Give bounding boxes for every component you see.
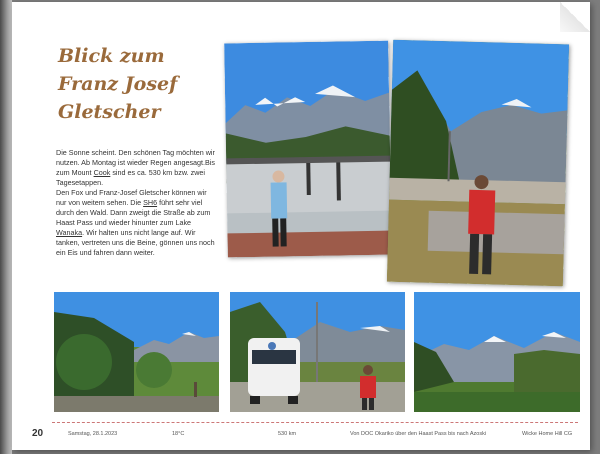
paragraph-1 — [56, 148, 216, 188]
title-line-3: Gletscher — [58, 101, 161, 123]
page-title — [58, 42, 228, 126]
footer-date: Samstag, 28.1.2023 — [68, 431, 118, 437]
text-p2-start: Den Fox und Franz-Josef Gletscher können wir nur von weitem sehen. Die — [56, 188, 207, 207]
page-footer — [32, 428, 580, 442]
title-line-1: Blick zum — [58, 45, 165, 67]
footer-route: Von DOC Okariko über den Haast Pass bis nach Azoski — [350, 431, 487, 437]
link-sh6[interactable]: SH6 — [143, 198, 158, 207]
page-curl — [560, 2, 590, 32]
link-wanaka[interactable]: Wanaka — [56, 228, 83, 237]
photo-road-person-red — [387, 40, 569, 287]
photo-white-van — [230, 292, 405, 412]
book-spine — [0, 0, 12, 454]
text-p1-start: Die Sonne scheint. Den schönen Tag möchten wir nutzen. Ab Montag ist wieder Regen angesagt.Bis zum Mount — [56, 148, 216, 177]
photo-forest-mountains — [54, 292, 219, 412]
travel-text — [56, 148, 216, 258]
text-p2-mid: führt sehr viel durch den Wald. Dann zweigt die Straße ab zum Haast Pass und wieder hinunter zum Lake — [56, 198, 211, 227]
text-p2-end: . Wir halten uns nicht lange auf. Wir tanken, vertreten uns die Beine, gönnen uns noch ein Eis und fahren dann weiter. — [56, 228, 215, 257]
title-line-2: Franz Josef — [58, 73, 178, 95]
photo-snowy-valley — [414, 292, 580, 412]
text-p1-end: sind es ca. 530 km bzw. zwei Tagesetappen. — [56, 168, 206, 187]
link-cook[interactable]: Cook — [93, 168, 111, 177]
paragraph-2 — [56, 188, 216, 258]
footer-divider — [52, 422, 578, 423]
album-page — [12, 2, 590, 450]
footer-distance: 530 km — [278, 431, 297, 437]
page-number: 20 — [32, 428, 44, 439]
photo-bridge-mountains — [224, 41, 392, 258]
footer-location: Wicke Home Hill CG — [522, 431, 573, 437]
footer-temperature: 18°C — [172, 431, 185, 437]
